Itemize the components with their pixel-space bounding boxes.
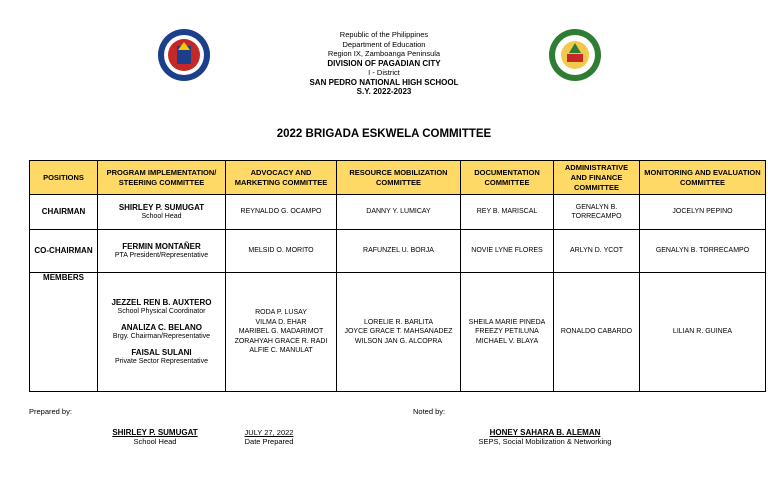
noter-signature-block bbox=[455, 428, 635, 446]
col-header-steering: PROGRAM IMPLEMENTATION/ STEERING COMMITTEE bbox=[98, 161, 226, 195]
member-entry bbox=[100, 298, 223, 317]
noter-name: HONEY SAHARA B. ALEMAN bbox=[489, 428, 601, 437]
person-name: FAISAL SULANI bbox=[131, 347, 192, 357]
admin-cell: GENALYN B. TORRECAMPO bbox=[554, 195, 640, 230]
person-role: Brgy. Chairman/Representative bbox=[112, 333, 211, 340]
person-name: ANALIZA C. BELANO bbox=[120, 322, 203, 332]
header-republic: Republic of the Philippines bbox=[339, 30, 429, 39]
steering-cell bbox=[98, 230, 226, 273]
preparer-signature-block bbox=[100, 428, 210, 446]
committee-table bbox=[29, 160, 766, 392]
col-header-resource: RESOURCE MOBILIZATION COMMITTEE bbox=[337, 161, 461, 195]
date-block bbox=[230, 428, 308, 446]
resource-cell: DANNY Y. LUMICAY bbox=[337, 195, 461, 230]
documentation-cell: REY B. MARISCAL bbox=[461, 195, 554, 230]
position-cell: CHAIRMAN bbox=[30, 195, 98, 230]
col-header-positions: POSITIONS bbox=[30, 161, 98, 195]
resource-cell: RAFUNZEL U. BORJA bbox=[337, 230, 461, 273]
member-name: ZORAHYAH GRACE R. RADI bbox=[234, 337, 328, 345]
member-name: MICHAEL V. BLAYA bbox=[475, 337, 539, 345]
admin-cell: ARLYN D. YCOT bbox=[554, 230, 640, 273]
member-name: LORELIE R. BARLITA bbox=[363, 318, 434, 326]
header-department: Department of Education bbox=[342, 39, 426, 49]
noter-title: SEPS, Social Mobilization & Networking bbox=[478, 437, 612, 446]
member-name: VILMA D. EHAR bbox=[255, 318, 307, 326]
steering-cell bbox=[98, 273, 226, 392]
member-name: MARIBEL G. MADARIMOT bbox=[238, 328, 324, 336]
date-prepared-value: JULY 27, 2022 bbox=[244, 428, 294, 437]
header-division: DIVISION OF PAGADIAN CITY bbox=[327, 58, 441, 68]
col-header-documentation: DOCUMENTATION COMMITTEE bbox=[461, 161, 554, 195]
member-name: ALFIE C. MANULAT bbox=[249, 347, 313, 355]
member-name: RODA P. LUSAY bbox=[255, 309, 307, 317]
monitoring-cell: GENALYN B. TORRECAMPO bbox=[640, 230, 766, 273]
advocacy-cell: REYNALDO G. OCAMPO bbox=[226, 195, 337, 230]
admin-cell: RONALDO CABARDO bbox=[554, 273, 640, 392]
member-name: WILSON JAN G. ALCOPRA bbox=[354, 337, 443, 345]
table-header-row bbox=[30, 161, 766, 195]
person-name: JEZZEL REN B. AUXTERO bbox=[111, 297, 212, 307]
noted-by-label: Noted by: bbox=[413, 407, 446, 416]
letterhead bbox=[0, 30, 768, 97]
col-header-monitoring: MONITORING AND EVALUATION COMMITTEE bbox=[640, 161, 766, 195]
header-school-year: S.Y. 2022-2023 bbox=[356, 87, 412, 96]
documentation-cell: NOVIE LYNE FLORES bbox=[461, 230, 554, 273]
member-entry bbox=[100, 348, 223, 367]
page-title: 2022 BRIGADA ESKWELA COMMITTEE bbox=[276, 128, 492, 140]
table-row-cochairman bbox=[30, 230, 766, 273]
advocacy-cell: MELSID O. MORITO bbox=[226, 230, 337, 273]
person-role: School Head bbox=[141, 213, 182, 220]
col-header-advocacy: ADVOCACY AND MARKETING COMMITTEE bbox=[226, 161, 337, 195]
position-cell: MEMBERS bbox=[30, 273, 98, 392]
prepared-by-label: Prepared by: bbox=[29, 407, 72, 416]
advocacy-cell bbox=[226, 273, 337, 392]
monitoring-cell: JOCELYN PEPINO bbox=[640, 195, 766, 230]
header-school: SAN PEDRO NATIONAL HIGH SCHOOL bbox=[309, 77, 459, 87]
header-region: Region IX, Zamboanga Peninsula bbox=[327, 49, 441, 58]
person-role: Private Sector Representative bbox=[115, 358, 208, 365]
table-row-members bbox=[30, 273, 766, 392]
person-role: PTA President/Representative bbox=[114, 252, 209, 259]
person-role: School Physical Coordinator bbox=[117, 308, 206, 315]
person-name: SHIRLEY P. SUMUGAT bbox=[118, 202, 205, 212]
preparer-name: SHIRLEY P. SUMUGAT bbox=[112, 428, 198, 437]
position-cell: CO-CHAIRMAN bbox=[30, 230, 98, 273]
member-entry bbox=[100, 323, 223, 342]
preparer-title: School Head bbox=[133, 437, 177, 446]
documentation-cell bbox=[461, 273, 554, 392]
member-name: SHEILA MARIE PINEDA bbox=[468, 318, 546, 326]
date-prepared-label: Date Prepared bbox=[244, 437, 294, 446]
member-name: FREEZY PETILUNA bbox=[475, 328, 539, 336]
steering-cell bbox=[98, 195, 226, 230]
header-district: I - District bbox=[368, 68, 400, 77]
member-name: JOYCE GRACE T. MAHSANADEZ bbox=[344, 328, 453, 336]
person-name: FERMIN MONTAÑER bbox=[122, 241, 201, 251]
resource-cell bbox=[337, 273, 461, 392]
col-header-admin: ADMINISTRATIVE AND FINANCE COMMITTEE bbox=[554, 161, 640, 195]
monitoring-cell: LILIAN R. GUINEA bbox=[640, 273, 766, 392]
table-row-chairman bbox=[30, 195, 766, 230]
